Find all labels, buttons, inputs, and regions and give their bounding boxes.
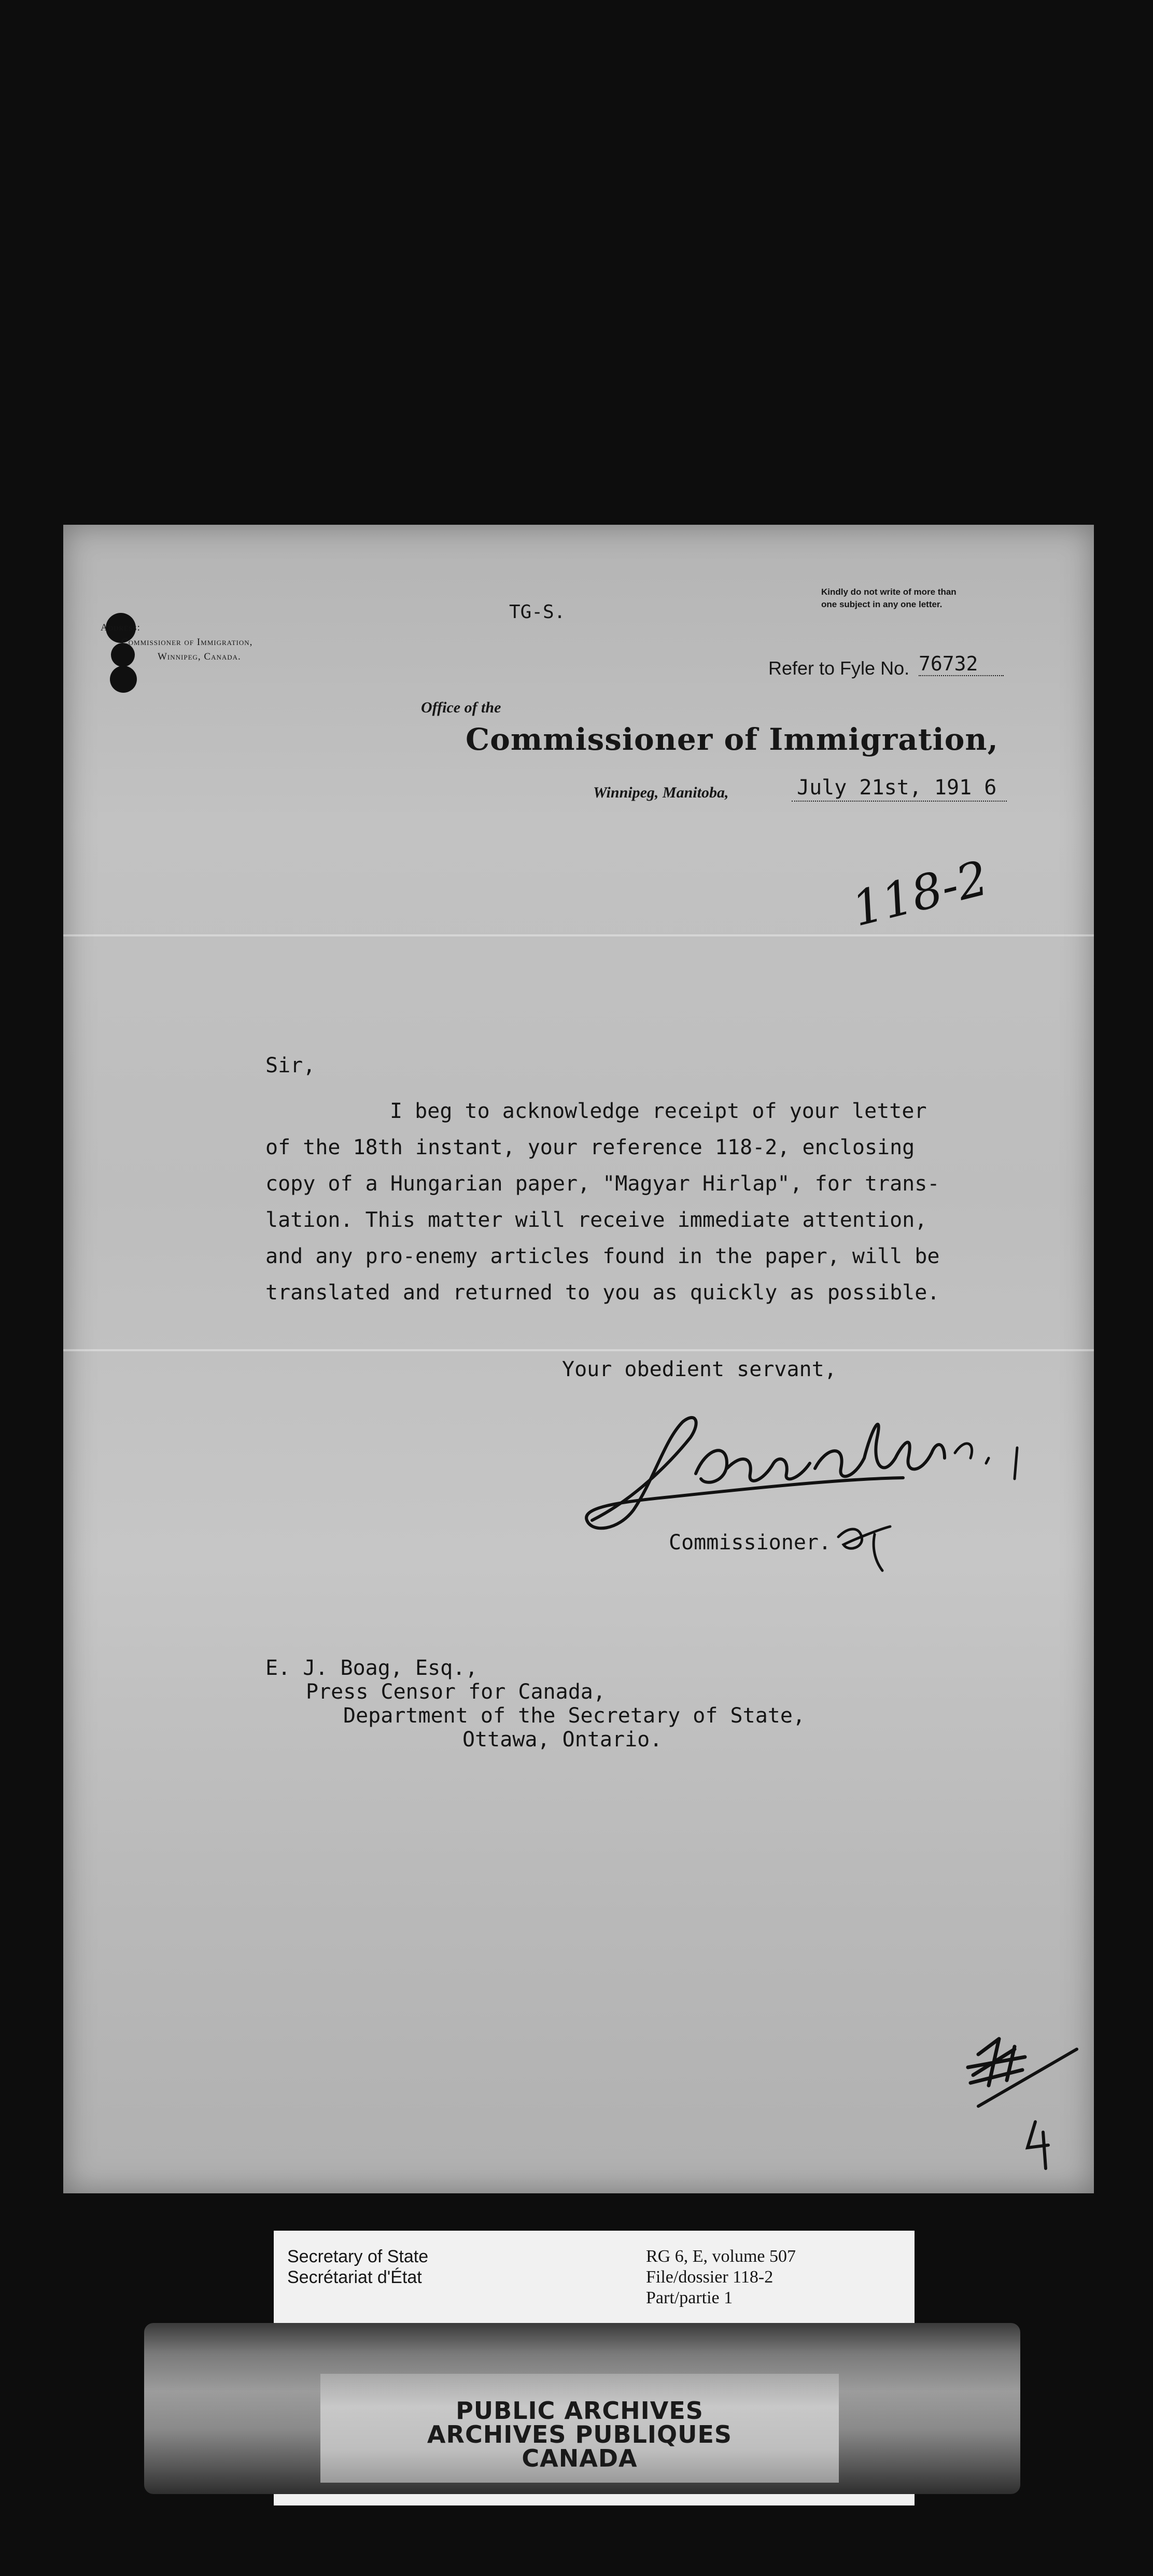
fyle-number: 76732 (919, 652, 1004, 676)
body-line: copy of a Hungarian paper, "Magyar Hirlap", for trans- (265, 1172, 940, 1196)
card-department (287, 2246, 428, 2288)
initial-mark-icon (833, 1516, 901, 1573)
body-line: translated and returned to you as quickly as possible. (265, 1281, 940, 1305)
body-line: I beg to acknowledge receipt of your letter (390, 1099, 927, 1123)
kindly-note-line: one subject in any one letter. (821, 599, 943, 609)
stamp-line: CANADA (522, 2444, 638, 2472)
place-label: Winnipeg, Manitoba, (593, 784, 729, 801)
recipient-line: Ottawa, Ontario. (462, 1728, 663, 1752)
paper-fold-line (63, 934, 1094, 936)
paper-fold-line (63, 1349, 1094, 1351)
card-line: RG 6, E, volume 507 (646, 2247, 796, 2266)
stamp-line: PUBLIC ARCHIVES (456, 2397, 704, 2425)
letter-page (63, 525, 1094, 2193)
signer-role: Commissioner. (669, 1531, 832, 1555)
punch-hole (110, 666, 137, 693)
return-address-block (101, 621, 252, 664)
recipient-line: E. J. Boag, Esq., (265, 1656, 478, 1680)
letter-date: July 21st, 191 6 (792, 776, 1007, 802)
office-title: Commissioner of Immigration, (466, 722, 999, 757)
address-line: Winnipeg, Canada. (158, 651, 241, 662)
archive-stamp (320, 2399, 839, 2470)
stamp-line: ARCHIVES PUBLIQUES (427, 2420, 733, 2448)
body-line: and any pro-enemy articles found in the paper, will be (265, 1244, 940, 1268)
recipient-block (265, 1656, 805, 1752)
kindly-note-line: Kindly do not write of more than (821, 587, 957, 597)
recipient-line: Press Censor for Canada, (306, 1680, 606, 1704)
closing: Your obedient servant, (562, 1357, 837, 1381)
kindly-note (821, 586, 957, 611)
signature-icon (571, 1391, 1069, 1541)
office-of-label: Office of the (421, 699, 501, 716)
card-line: Secrétariat d'État (287, 2267, 422, 2287)
recipient-line: Department of the Secretary of State, (343, 1704, 806, 1728)
refer-label: Refer to Fyle No. (768, 657, 910, 679)
archive-stamp-panel (320, 2374, 839, 2483)
body-line: of the 18th instant, your reference 118-2, enclosing (265, 1136, 915, 1159)
card-reference (646, 2246, 796, 2308)
card-line: Part/partie 1 (646, 2288, 733, 2307)
address-line: Commissioner of Immigration, (121, 637, 253, 648)
address-label: Address: (101, 622, 140, 633)
body-line: lation. This matter will receive immediate attention, (265, 1208, 927, 1232)
letter-body (265, 1093, 1007, 1311)
card-line: Secretary of State (287, 2247, 429, 2266)
salutation: Sir, (265, 1054, 316, 1077)
card-line: File/dossier 118-2 (646, 2267, 774, 2287)
reference-code: TG-S. (509, 601, 566, 623)
folio-mark-icon (958, 2018, 1092, 2174)
handwritten-reference: 118-2 (846, 850, 994, 937)
